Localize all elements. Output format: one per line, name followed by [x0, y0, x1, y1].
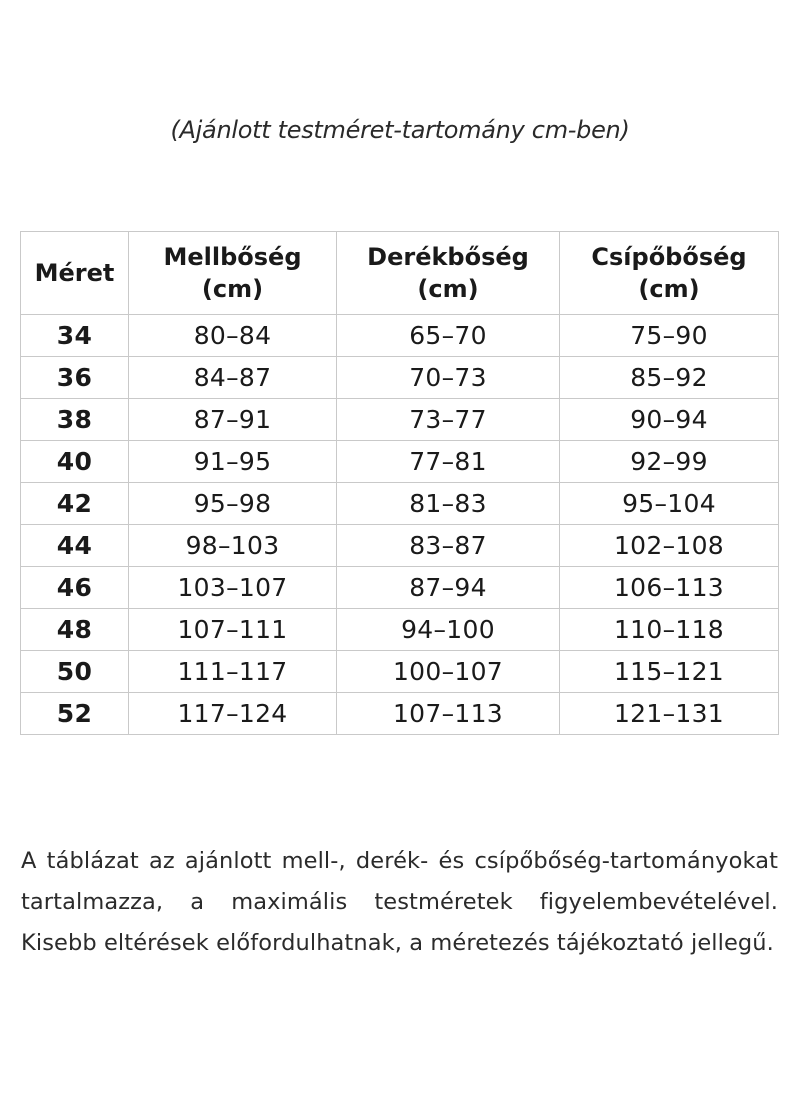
- table-row: [21, 315, 779, 357]
- table-row: [21, 609, 779, 651]
- size-cell: 44: [21, 525, 129, 567]
- table-row: [21, 525, 779, 567]
- header-hip-label: Csípőbőség: [591, 242, 747, 271]
- waist-cell: 94–100: [337, 609, 560, 651]
- table-row: [21, 567, 779, 609]
- size-chart-table: [20, 231, 779, 735]
- header-chest-unit: (cm): [201, 275, 264, 303]
- header-hip-unit: (cm): [638, 275, 700, 303]
- size-cell: 48: [21, 609, 129, 651]
- waist-cell: 65–70: [337, 315, 560, 357]
- size-cell: 46: [21, 567, 129, 609]
- waist-cell: 73–77: [337, 399, 560, 441]
- waist-cell: 83–87: [337, 525, 560, 567]
- table-subtitle: (Ajánlott testméret-tartomány cm-ben): [170, 116, 630, 144]
- size-cell: 50: [21, 651, 129, 693]
- waist-cell: 77–81: [337, 441, 560, 483]
- hip-cell: 92–99: [560, 441, 779, 483]
- chest-cell: 84–87: [129, 357, 337, 399]
- waist-cell: 87–94: [337, 567, 560, 609]
- table-row: [21, 399, 779, 441]
- chest-cell: 117–124: [129, 693, 337, 735]
- chest-cell: 87–91: [129, 399, 337, 441]
- waist-cell: 81–83: [337, 483, 560, 525]
- table-row: [21, 651, 779, 693]
- header-waist: [337, 232, 560, 315]
- chest-cell: 80–84: [129, 315, 337, 357]
- waist-cell: 70–73: [337, 357, 560, 399]
- header-chest-label: Mellbőség: [163, 242, 302, 271]
- header-hip: [560, 232, 779, 315]
- table-row: [21, 693, 779, 735]
- hip-cell: 102–108: [560, 525, 779, 567]
- chest-cell: 98–103: [129, 525, 337, 567]
- table-row: [21, 483, 779, 525]
- size-cell: 52: [21, 693, 129, 735]
- table-row: [21, 357, 779, 399]
- header-waist-unit: (cm): [417, 275, 479, 303]
- hip-cell: 85–92: [560, 357, 779, 399]
- chest-cell: 103–107: [129, 567, 337, 609]
- size-cell: 36: [21, 357, 129, 399]
- hip-cell: 106–113: [560, 567, 779, 609]
- hip-cell: 115–121: [560, 651, 779, 693]
- hip-cell: 90–94: [560, 399, 779, 441]
- header-size: [21, 232, 129, 315]
- size-cell: 40: [21, 441, 129, 483]
- size-cell: 42: [21, 483, 129, 525]
- hip-cell: 95–104: [560, 483, 779, 525]
- table-header-row: [21, 232, 779, 315]
- header-size-label: Méret: [34, 258, 115, 287]
- hip-cell: 75–90: [560, 315, 779, 357]
- header-chest: [129, 232, 337, 315]
- chest-cell: 111–117: [129, 651, 337, 693]
- table-row: [21, 441, 779, 483]
- header-waist-label: Derékbőség: [367, 242, 529, 271]
- hip-cell: 110–118: [560, 609, 779, 651]
- chest-cell: 107–111: [129, 609, 337, 651]
- hip-cell: 121–131: [560, 693, 779, 735]
- size-cell: 34: [21, 315, 129, 357]
- size-cell: 38: [21, 399, 129, 441]
- waist-cell: 107–113: [337, 693, 560, 735]
- chest-cell: 91–95: [129, 441, 337, 483]
- waist-cell: 100–107: [337, 651, 560, 693]
- chest-cell: 95–98: [129, 483, 337, 525]
- size-chart-note: A táblázat az ajánlott mell-, derék- és csípőbőség-tartományokat tartalmazza, a maximális testméretek figyelembevételével. Kisebb eltérések előfordulhatnak, a méretezés tájékoztató jellegű.: [21, 847, 778, 956]
